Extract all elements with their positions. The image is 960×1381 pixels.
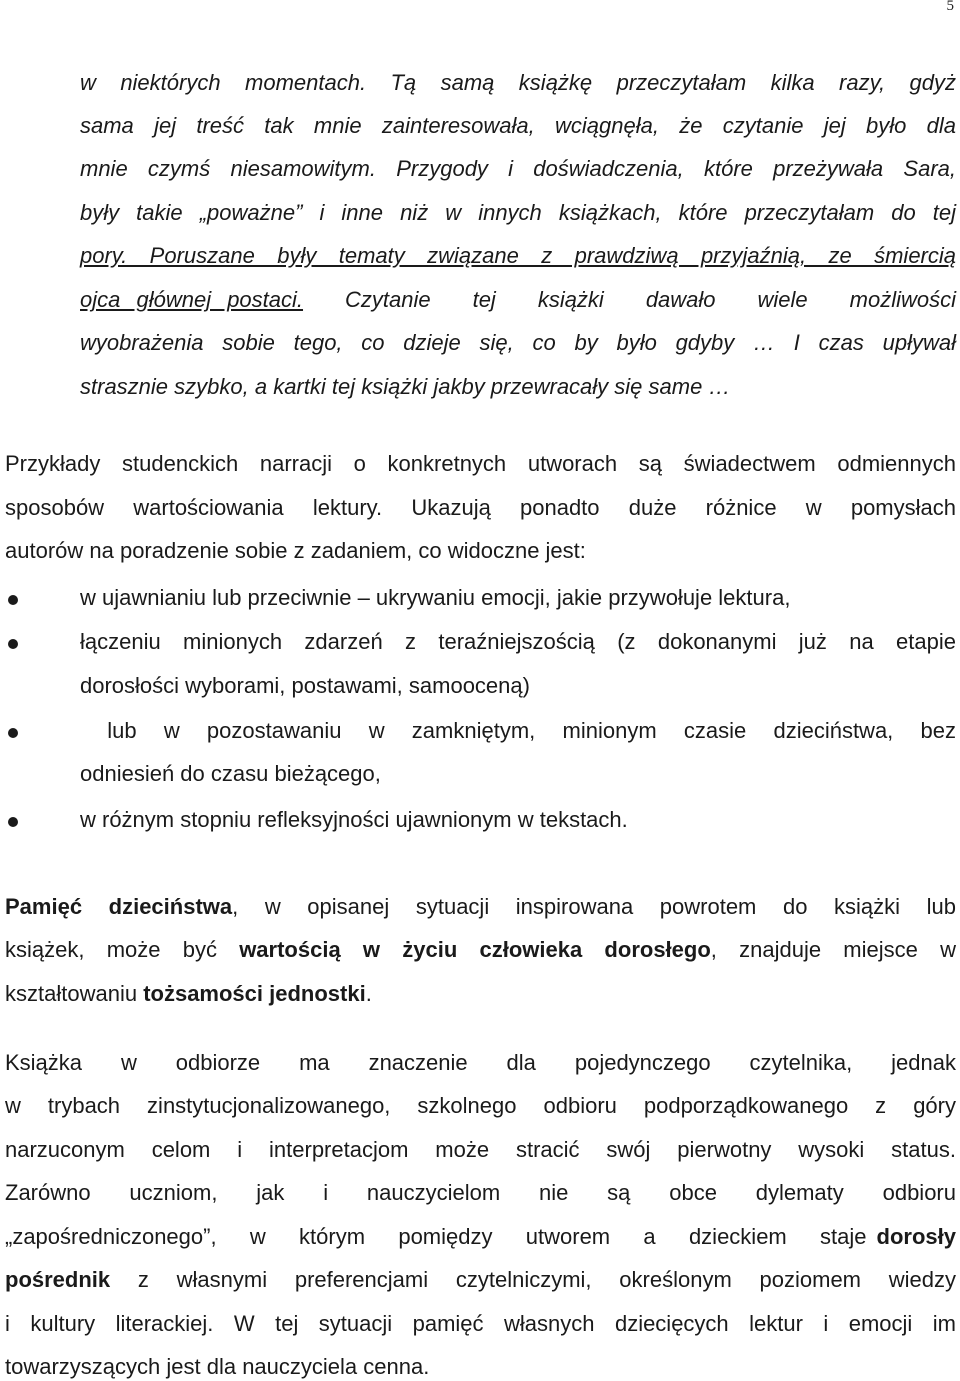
- quote-line: [80, 286, 956, 314]
- bold-phrase: pośrednik: [5, 1267, 111, 1292]
- quote-line: wyobrażenia sobie tego, co dzieje się, co by było gdyby … I czas upływał: [80, 330, 956, 355]
- paragraph-line: w trybach zinstytucjonalizowanego, szkolnego odbioru podporządkowanego z góry: [5, 1093, 956, 1118]
- bullet-icon: [8, 728, 18, 738]
- text-fragment: , znajduje miejsce w: [710, 937, 956, 962]
- quote-underlined-fragment: ojca głównej postaci.: [80, 287, 304, 312]
- text-fragment: z własnymi preferencjami czytelniczymi, określonym poziomem wiedzy: [110, 1267, 956, 1292]
- paragraph-line: Zarówno uczniom, jak i nauczycielom nie są obce dylematy odbioru: [5, 1180, 956, 1205]
- paragraph-line: [5, 1266, 956, 1294]
- list-item: w różnym stopniu refleksyjności ujawnionym w tekstach.: [80, 807, 628, 832]
- bold-phrase: Pamięć dzieciństwa: [5, 894, 233, 919]
- paragraph-line: towarzyszących jest dla nauczyciela cenna.: [5, 1354, 430, 1379]
- text-fragment: , w opisanej sytuacji inspirowana powrotem do książki lub: [232, 894, 956, 919]
- paragraph-line: autorów na poradzenie sobie z zadaniem, co widoczne jest:: [5, 538, 586, 563]
- text-fragment: .: [365, 981, 372, 1006]
- paragraph-line: sposobów wartościowania lektury. Ukazują ponadto duże różnice w pomysłach: [5, 495, 956, 520]
- bold-phrase: dorosły: [876, 1224, 956, 1249]
- paragraph-line: [5, 1223, 956, 1251]
- list-item: łączeniu minionych zdarzeń z teraźniejszością (z dokonanymi już na etapie: [80, 629, 956, 654]
- paragraph-line: Książka w odbiorze ma znaczenie dla pojedynczego czytelnika, jednak: [5, 1050, 956, 1075]
- paragraph-line: i kultury literackiej. W tej sytuacji pamięć własnych dziecięcych lektur i emocji im: [5, 1311, 956, 1336]
- quote-line: pory. Poruszane były tematy związane z prawdziwą przyjaźnią, ze śmiercią: [80, 243, 956, 268]
- page-number: 5: [946, 0, 954, 14]
- paragraph-line: narzuconym celom i interpretacjom może stracić swój pierwotny wysoki status.: [5, 1137, 956, 1162]
- list-item: w ujawnianiu lub przeciwnie – ukrywaniu emocji, jakie przywołuje lektura,: [80, 585, 791, 610]
- bold-phrase: wartością w życiu człowieka dorosłego: [239, 937, 711, 962]
- paragraph-line: Przykłady studenckich narracji o konkretnych utworach są świadectwem odmiennych: [5, 451, 956, 476]
- quote-fragment: Czytanie tej książki dawało wiele możliwości: [303, 287, 956, 312]
- list-item-continuation: odniesień do czasu bieżącego,: [80, 761, 381, 786]
- paragraph-line: [5, 936, 956, 964]
- text-fragment: kształtowaniu: [5, 981, 144, 1006]
- bullet-icon: [8, 639, 18, 649]
- bullet-icon: [8, 817, 18, 827]
- bullet-icon: [8, 595, 18, 605]
- text-fragment: książek, może być: [5, 937, 240, 962]
- quote-line: strasznie szybko, a kartki tej książki jakby przewracały się same …: [80, 374, 731, 399]
- quote-line: sama jej treść tak mnie zainteresowała, wciągnęła, że czytanie jej było dla: [80, 113, 956, 138]
- quote-line: były takie „poważne” i inne niż w innych książkach, które przeczytałam do tej: [80, 200, 956, 225]
- quote-line: mnie czymś niesamowitym. Przygody i doświadczenia, które przeżywała Sara,: [80, 156, 956, 181]
- text-fragment: „zapośredniczonego”, w którym pomiędzy utworem a dzieckiem staje: [5, 1224, 867, 1249]
- list-item-continuation: dorosłości wyborami, postawami, samooceną): [80, 673, 530, 698]
- bold-phrase: tożsamości jednostki: [143, 981, 366, 1006]
- paragraph-line: [5, 980, 956, 1008]
- list-item: lub w pozostawaniu w zamkniętym, minionym czasie dzieciństwa, bez: [80, 718, 956, 743]
- paragraph-line: [5, 893, 956, 921]
- quote-line: w niektórych momentach. Tą samą książkę przeczytałam kilka razy, gdyż: [80, 70, 956, 95]
